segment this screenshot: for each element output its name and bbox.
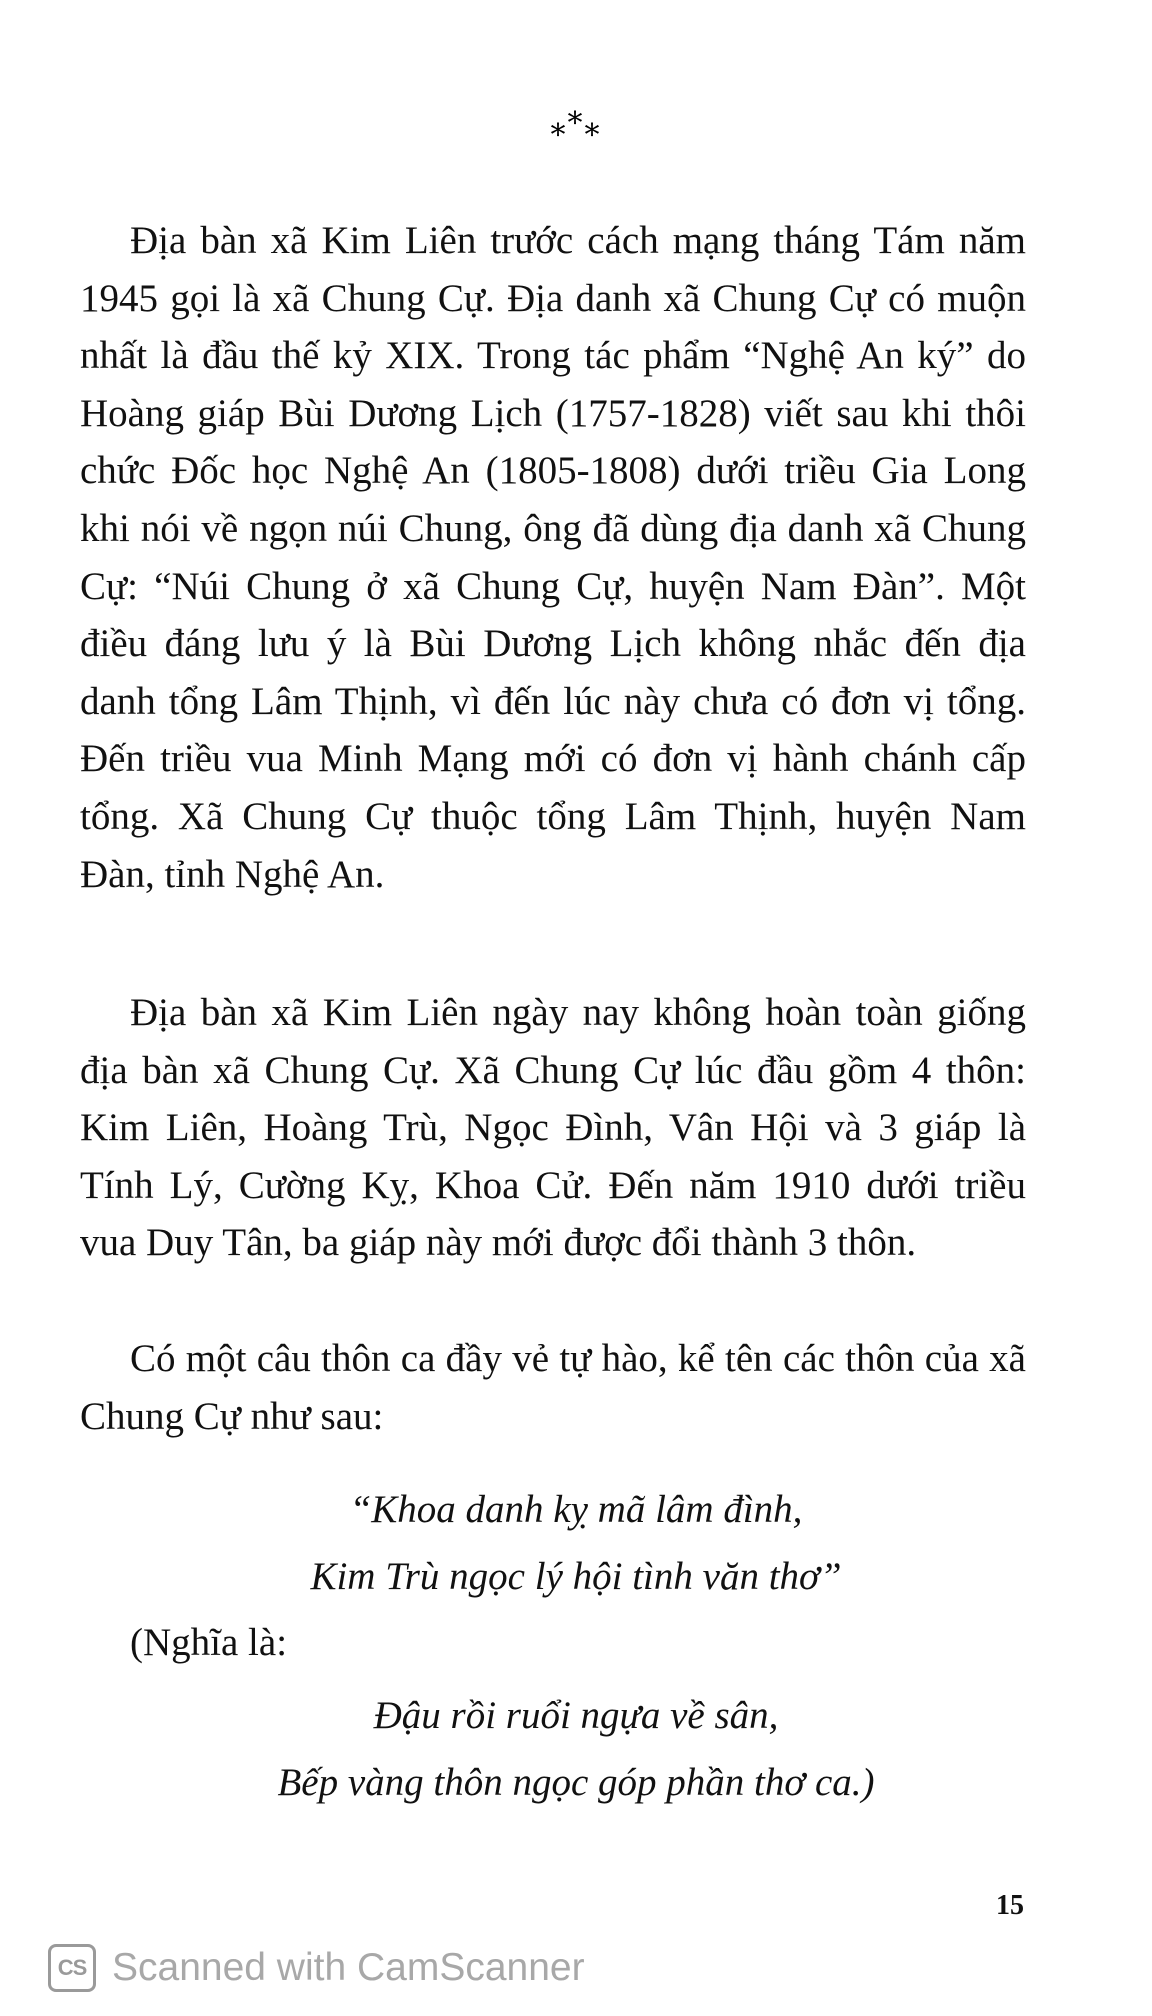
paragraph-text: Có một câu thôn ca đầy vẻ tự hào, kể tên các thôn của xã Chung Cự như sau:	[80, 1337, 1026, 1438]
page-number: 15	[996, 1890, 1024, 1921]
star-icon: *	[550, 118, 568, 153]
verse-line: “Khoa danh kỵ mã lâm đình,	[349, 1488, 803, 1531]
camscanner-logo-icon: CS	[48, 1944, 96, 1992]
meaning-intro-text: (Nghĩa là:	[130, 1621, 288, 1664]
verse-original	[0, 1476, 1152, 1610]
verse-line: Đậu rồi ruổi ngựa về sân,	[373, 1694, 779, 1737]
star-icon: *	[567, 106, 585, 141]
scanner-watermark	[48, 1942, 585, 1994]
watermark-text: Scanned with CamScanner	[112, 1946, 585, 1989]
meaning-intro	[80, 1614, 1026, 1672]
paragraph-1	[80, 212, 1026, 903]
paragraph-2	[80, 984, 1026, 1272]
section-ornament	[0, 106, 1152, 153]
paragraph-text: Địa bàn xã Kim Liên ngày nay không hoàn toàn giống địa bàn xã Chung Cự. Xã Chung Cự lúc đầu gồm 4 thôn: Kim Liên, Hoàng Trù, Ngọc Đình, Vân Hội và 3 giáp là Tính Lý, Cường Kỵ, Khoa Cử. Đến năm 1910 dưới triều vua Duy Tân, ba giáp này mới được đổi thành 3 thôn.	[80, 991, 1026, 1265]
paragraph-text: Địa bàn xã Kim Liên trước cách mạng tháng Tám năm 1945 gọi là xã Chung Cự. Địa danh xã Chung Cự có muộn nhất là đầu thế kỷ XIX. Trong tác phẩm “Nghệ An ký” do Hoàng giáp Bùi Dương Lịch (1757-1828) viết sau khi thôi chức Đốc học Nghệ An (1805-1808) dưới triều Gia Long khi nói về ngọn núi Chung, ông đã dùng địa danh xã Chung Cự: “Núi Chung ở xã Chung Cự, huyện Nam Đàn”. Một điều đáng lưu ý là Bùi Dương Lịch không nhắc đến địa danh tổng Lâm Thịnh, vì đến lúc này chưa có đơn vị tổng. Đến triều vua Minh Mạng mới có đơn vị hành chánh cấp tổng. Xã Chung Cự thuộc tổng Lâm Thịnh, huyện Nam Đàn, tỉnh Nghệ An.	[80, 219, 1026, 896]
verse-line: Kim Trù ngọc lý hội tình văn thơ”	[310, 1555, 842, 1598]
verse-meaning	[0, 1682, 1152, 1816]
star-icon: *	[584, 118, 602, 153]
paragraph-3	[80, 1330, 1026, 1445]
verse-line: Bếp vàng thôn ngọc góp phần thơ ca.)	[277, 1761, 875, 1804]
